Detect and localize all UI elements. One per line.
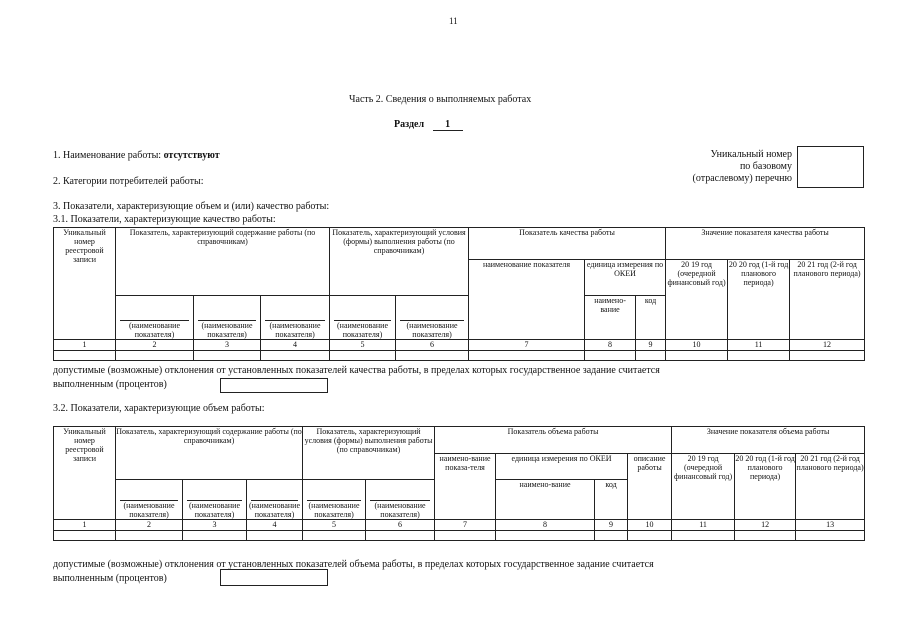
t2-sub-5: (наименование показателя) — [303, 480, 366, 520]
t2-num: 9 — [595, 520, 628, 531]
t1-h-name: наименование показателя — [469, 260, 585, 340]
t1-num: 9 — [636, 340, 666, 351]
t2-num: 6 — [366, 520, 435, 531]
t1-num: 3 — [194, 340, 261, 351]
t2-cell[interactable] — [628, 531, 672, 541]
t1-num: 12 — [790, 340, 865, 351]
t2-h-conditions: Показатель, характеризующий условия (формы) выполнения работы (по справочникам) — [303, 427, 435, 480]
t2-cell[interactable] — [183, 531, 247, 541]
t2-num: 1 — [54, 520, 116, 531]
t2-sub-3: (наименование показателя) — [183, 480, 247, 520]
t1-number-row — [54, 340, 865, 351]
t1-data-row — [54, 351, 865, 361]
t2-num: 7 — [435, 520, 496, 531]
t2-num: 11 — [672, 520, 735, 531]
t1-sub-3: (наименование показателя) — [194, 296, 261, 340]
t2-h-volume: Показатель объема работы — [435, 427, 672, 454]
t2-data-row — [54, 531, 865, 541]
t2-h-name: наимено-вание показа-теля — [435, 454, 496, 520]
section-label: Раздел — [394, 119, 425, 130]
t1-num: 5 — [330, 340, 396, 351]
t2-h-unit-code: код — [595, 480, 628, 520]
t2-cell[interactable] — [435, 531, 496, 541]
t2-num: 12 — [735, 520, 796, 531]
t2-cell[interactable] — [247, 531, 303, 541]
t2-num: 3 — [183, 520, 247, 531]
t2-h-y2: 20 20 год (1-й год планового периода) — [735, 454, 796, 520]
t1-cell[interactable] — [636, 351, 666, 361]
t1-h-unit: единица измерения по ОКЕИ — [585, 260, 666, 296]
deviation-text-1: допустимые (возможные) отклонения от установленных показателей качества работы, в пределах которых государственное задание считается — [53, 365, 660, 376]
t2-h-content: Показатель, характеризующий содержание работы (по справочникам) — [116, 427, 303, 480]
t1-sub-4: (наименование показателя) — [261, 296, 330, 340]
quality-table — [53, 227, 865, 361]
t1-h-unit-name: наимено-вание — [585, 296, 636, 340]
t2-num: 4 — [247, 520, 303, 531]
t1-h-unit-code: код — [636, 296, 666, 340]
t2-h-desc: описание работы — [628, 454, 672, 520]
t1-h-y2: 20 20 год (1-й год планового периода) — [728, 260, 790, 340]
t1-h-conditions: Показатель, характеризующий условия (формы) выполнения работы (по справочникам) — [330, 228, 469, 296]
item-1 — [53, 150, 220, 161]
t1-cell[interactable] — [116, 351, 194, 361]
t1-cell[interactable] — [194, 351, 261, 361]
t1-cell[interactable] — [330, 351, 396, 361]
t2-h-y3: 20 21 год (2-й год планового периода) — [796, 454, 865, 520]
t1-cell[interactable] — [790, 351, 865, 361]
unique-number-line-3: (отраслевому) перечню — [692, 173, 792, 184]
t2-num: 8 — [496, 520, 595, 531]
unique-number-line-2: по базовому — [739, 161, 792, 172]
t1-sub-5: (наименование показателя) — [330, 296, 396, 340]
part-title: Часть 2. Сведения о выполняемых работах — [349, 94, 532, 105]
t2-cell[interactable] — [796, 531, 865, 541]
quality-deviation-input[interactable] — [220, 378, 328, 393]
t1-cell[interactable] — [396, 351, 469, 361]
t1-sub-6: (наименование показателя) — [396, 296, 469, 340]
t2-cell[interactable] — [595, 531, 628, 541]
t1-cell[interactable] — [261, 351, 330, 361]
t1-num: 6 — [396, 340, 469, 351]
t1-cell[interactable] — [54, 351, 116, 361]
section-number: 1 — [433, 119, 463, 131]
t2-num: 13 — [796, 520, 865, 531]
t2-number-row — [54, 520, 865, 531]
item-1-value: отсутствуют — [163, 150, 220, 161]
t1-h-unique: Уникальный номер реестровой записи — [54, 228, 116, 340]
t1-sub-2: (наименование показателя) — [116, 296, 194, 340]
volume-deviation-input[interactable] — [220, 569, 328, 586]
deviation-text-2: выполненным (процентов) — [53, 379, 167, 390]
t1-h-y3: 20 21 год (2-й год планового периода) — [790, 260, 865, 340]
t1-num: 4 — [261, 340, 330, 351]
item-3-1-label: 3.1. Показатели, характеризующие качество работы: — [53, 214, 276, 225]
t1-h-value: Значение показателя качества работы — [666, 228, 865, 260]
t2-h-y1: 20 19 год (очередной финансовый год) — [672, 454, 735, 520]
deviation-text-3: допустимые (возможные) отклонения от установленных показателей объема работы, в пределах которых государственное задание считается — [53, 559, 654, 570]
unique-number-label — [676, 149, 792, 185]
t2-num: 10 — [628, 520, 672, 531]
t1-h-quality: Показатель качества работы — [469, 228, 666, 260]
t2-cell[interactable] — [116, 531, 183, 541]
volume-table — [53, 426, 865, 541]
t2-h-unique: Уникальный номер реестровой записи — [54, 427, 116, 520]
t2-sub-6: (наименование показателя) — [366, 480, 435, 520]
t2-num: 2 — [116, 520, 183, 531]
t1-h-content: Показатель, характеризующий содержание работы (по справочникам) — [116, 228, 330, 296]
t2-cell[interactable] — [366, 531, 435, 541]
t1-cell[interactable] — [666, 351, 728, 361]
t1-cell[interactable] — [469, 351, 585, 361]
t1-cell[interactable] — [728, 351, 790, 361]
t1-cell[interactable] — [585, 351, 636, 361]
unique-number-box[interactable] — [797, 146, 864, 188]
t1-num: 1 — [54, 340, 116, 351]
t2-cell[interactable] — [54, 531, 116, 541]
t2-cell[interactable] — [672, 531, 735, 541]
item-3-2-label: 3.2. Показатели, характеризующие объем работы: — [53, 403, 265, 414]
t2-sub-4: (наименование показателя) — [247, 480, 303, 520]
t2-cell[interactable] — [735, 531, 796, 541]
t1-num: 7 — [469, 340, 585, 351]
t1-num: 2 — [116, 340, 194, 351]
t2-sub-2: (наименование показателя) — [116, 480, 183, 520]
deviation-text-4: выполненным (процентов) — [53, 573, 167, 584]
t2-cell[interactable] — [303, 531, 366, 541]
item-1-label: 1. Наименование работы: — [53, 150, 162, 161]
t2-cell[interactable] — [496, 531, 595, 541]
t1-num: 10 — [666, 340, 728, 351]
t2-h-value: Значение показателя объема работы — [672, 427, 865, 454]
t2-h-unit: единица измерения по ОКЕИ — [496, 454, 628, 480]
section-heading — [394, 119, 463, 131]
t1-num: 11 — [728, 340, 790, 351]
item-3-label: 3. Показатели, характеризующие объем и (или) качество работы: — [53, 201, 330, 212]
page-number: 11 — [449, 16, 458, 26]
t2-h-unit-name: наимено-вание — [496, 480, 595, 520]
t2-num: 5 — [303, 520, 366, 531]
t1-h-y1: 20 19 год (очередной финансовый год) — [666, 260, 728, 340]
t1-num: 8 — [585, 340, 636, 351]
unique-number-line-1: Уникальный номер — [710, 149, 792, 160]
item-2-label: 2. Категории потребителей работы: — [53, 176, 204, 187]
